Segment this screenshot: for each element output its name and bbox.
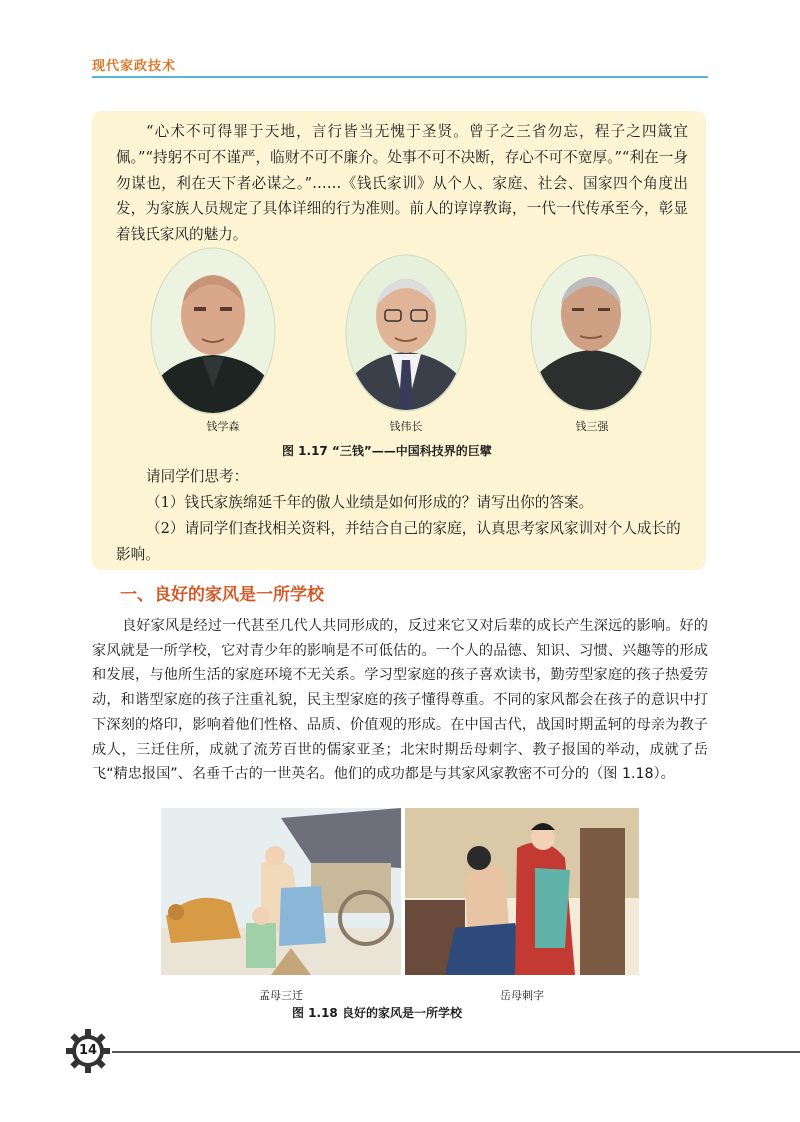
section-heading: 一、良好的家风是一所学校 xyxy=(120,585,324,605)
portrait-name-3: 钱三强 xyxy=(575,420,609,433)
header-divider xyxy=(92,76,708,78)
think-prompt: 请同学们思考： xyxy=(146,468,249,485)
intro-paragraph: “心术不可得罪于天地，言行皆当无愧于圣贤。曾子之三省勿忘，程子之四箴宜佩。”“持躬不可不谨严，临财不可不廉介。处事不可不决断，存心不可不宽厚。”“利在一身勿谋也，利在天下者必谋之。”……《钱氏家训》从个人、家庭、社会、国家四个角度出发，为家族人员规定了具体详细的行为准则。前人的谆谆教诲，一代一代传承至今，彰显着钱氏家风的魅力。 xyxy=(116,123,688,244)
illustration-right-label: 岳母刺字 xyxy=(500,989,544,1002)
section-paragraph: 良好家风是经过一代甚至几代人共同形成的，反过来它又对后辈的成长产生深远的影响。好的家风就是一所学校，它对青少年的影响是不可低估的。一个人的品德、知识、习惯、兴趣等的形成和发展，与他所生活的家庭环境不无关系。学习型家庭的孩子喜欢读书，勤劳型家庭的孩子热爱劳动，和谐型家庭的孩子注重礼貌，民主型家庭的孩子懂得尊重。不同的家风都会在孩子的意识中打下深刻的烙印，影响着他们性格、品质、价值观的形成。在中国古代，战国时期孟轲的母亲为教子成人，三迁住所，成就了流芳百世的儒家亚圣；北宋时期岳母刺字、教子报国的举动，成就了岳飞“精忠报国”、名垂千古的一世英名。他们的成功都是与其家风家教密不可分的（图 1.18）。 xyxy=(92,618,708,783)
figure-1-17-caption: 图 1.17 “三钱”——中国科技界的巨擘 xyxy=(282,444,492,458)
illustration-yuemu-cizi xyxy=(405,808,639,979)
think-question-2: （2）请同学们查找相关资料，并结合自己的家庭，认真思考家风家训对个人成长的影响。 xyxy=(116,520,681,563)
figure-1-18-caption: 图 1.18 良好的家风是一所学校 xyxy=(292,1006,462,1020)
header-title: 现代家政技术 xyxy=(92,59,177,74)
portrait-qian-xuesen xyxy=(150,247,276,415)
portrait-qian-sanqiang xyxy=(530,254,652,412)
portrait-qian-weichang xyxy=(345,254,467,412)
portrait-name-2: 钱伟长 xyxy=(389,420,423,433)
illustration-left-label: 孟母三迁 xyxy=(259,989,303,1002)
page-number: 14 xyxy=(78,1043,98,1058)
portrait-name-1: 钱学森 xyxy=(206,420,240,433)
illustration-mengmu-sanqian xyxy=(161,808,401,979)
think-question-1: （1）钱氏家族绵延千年的傲人业绩是如何形成的？请写出你的答案。 xyxy=(146,494,594,511)
footer-divider xyxy=(112,1051,800,1053)
